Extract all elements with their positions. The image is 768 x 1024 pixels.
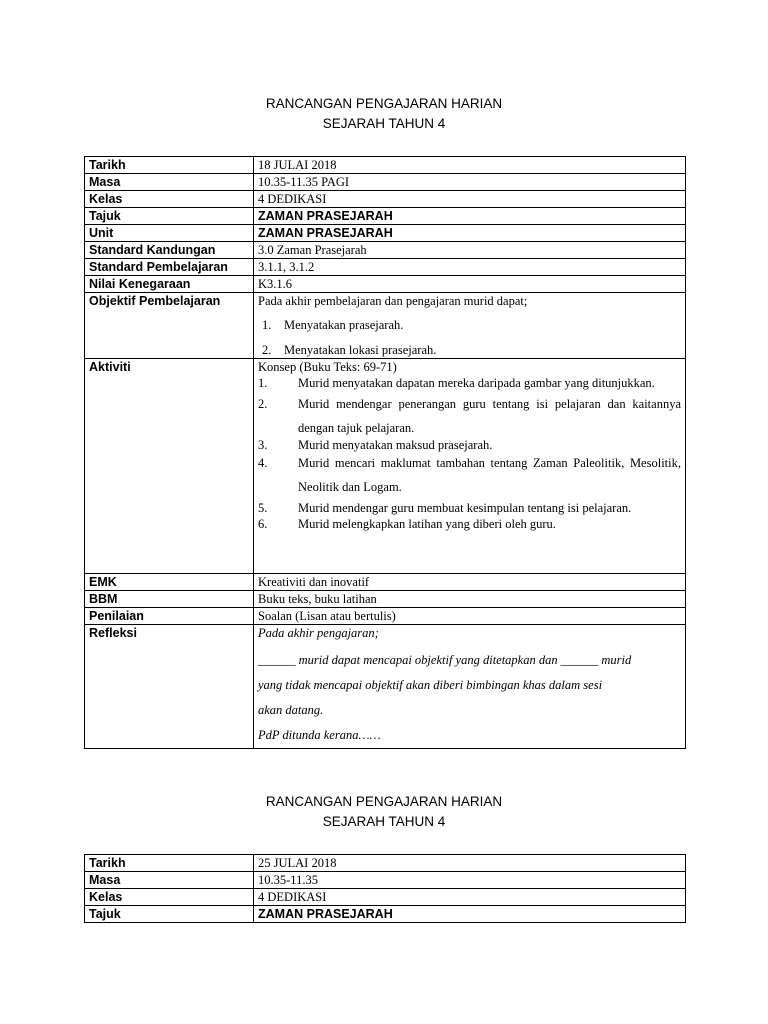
- label-emk: EMK: [85, 574, 254, 591]
- list-item: [258, 342, 681, 358]
- list-item-number: 2.: [258, 397, 268, 412]
- label-kelas: Kelas: [85, 889, 254, 906]
- row-tajuk: [85, 208, 686, 225]
- label-nilai-kenegaraan: Nilai Kenegaraan: [85, 276, 254, 293]
- row-unit: [85, 225, 686, 242]
- plan-title-line2: SEJARAH TAHUN 4: [322, 814, 446, 829]
- row-kelas: [85, 889, 686, 906]
- value-masa: 10.35-11.35: [254, 872, 686, 889]
- label-bbm: BBM: [85, 591, 254, 608]
- list-item-number: 4.: [258, 456, 268, 471]
- value-tajuk: ZAMAN PRASEJARAH: [254, 208, 686, 225]
- row-tarikh: [85, 157, 686, 174]
- row-tarikh: [85, 855, 686, 872]
- row-objektif: [85, 293, 686, 359]
- list-item-text: Murid menyatakan dapatan mereka daripada gambar yang ditunjukkan.: [298, 376, 655, 391]
- value-bbm: Buku teks, buku latihan: [254, 591, 686, 608]
- list-item-text: Murid mencari maklumat tambahan tentang Zaman Paleolitik, Mesolitik, Neolitik dan Logam.: [298, 456, 681, 495]
- plan-title-line2: SEJARAH TAHUN 4: [322, 116, 446, 131]
- refleksi-line: Pada akhir pengajaran;: [258, 626, 379, 640]
- refleksi-line: PdP ditunda kerana……: [258, 728, 381, 742]
- list-item-text: Murid mendengar penerangan guru tentang isi pelajaran dan kaitannya dengan tajuk pelajaran.: [298, 397, 681, 436]
- value-standard-kandungan: 3.0 Zaman Prasejarah: [254, 242, 686, 259]
- row-tajuk: [85, 906, 686, 923]
- list-item: [258, 516, 681, 533]
- row-standard-kandungan: [85, 242, 686, 259]
- value-tajuk: ZAMAN PRASEJARAH: [254, 906, 686, 923]
- list-item: [258, 392, 681, 440]
- row-emk: [85, 574, 686, 591]
- label-penilaian: Penilaian: [85, 608, 254, 625]
- list-item-number: 3.: [258, 438, 268, 453]
- refleksi-line: ______ murid dapat mencapai objektif yang ditetapkan dan ______ murid: [258, 653, 632, 667]
- list-item-number: 1.: [258, 376, 268, 391]
- label-masa: Masa: [85, 174, 254, 191]
- refleksi-line: yang tidak mencapai objektif akan diberi bimbingan khas dalam sesi: [258, 678, 603, 692]
- value-masa: 10.35-11.35 PAGI: [254, 174, 686, 191]
- value-standard-pembelajaran: 3.1.1, 3.1.2: [254, 259, 686, 276]
- row-kelas: [85, 191, 686, 208]
- list-item-text: Menyatakan prasejarah.: [284, 318, 404, 332]
- value-penilaian: Soalan (Lisan atau bertulis): [254, 608, 686, 625]
- objektif-list: [258, 317, 681, 358]
- label-aktiviti: Aktiviti: [85, 359, 254, 574]
- label-unit: Unit: [85, 225, 254, 242]
- list-item-text: Murid menyatakan maksud prasejarah.: [298, 438, 493, 453]
- plan-1-table: [84, 156, 686, 749]
- value-nilai-kenegaraan: K3.1.6: [254, 276, 686, 293]
- refleksi-line: akan datang.: [258, 703, 324, 717]
- label-objektif: Objektif Pembelajaran: [85, 293, 254, 359]
- row-standard-pembelajaran: [85, 259, 686, 276]
- label-tarikh: Tarikh: [85, 855, 254, 872]
- plan-title-line1: RANCANGAN PENGAJARAN HARIAN: [265, 96, 503, 111]
- list-item-text: Murid mendengar guru membuat kesimpulan tentang isi pelajaran.: [298, 501, 632, 516]
- plan-2-title: [0, 792, 768, 832]
- value-refleksi: [254, 625, 686, 749]
- list-item: [258, 317, 681, 333]
- label-tajuk: Tajuk: [85, 208, 254, 225]
- row-refleksi: [85, 625, 686, 749]
- row-masa: [85, 174, 686, 191]
- label-masa: Masa: [85, 872, 254, 889]
- aktiviti-list: [258, 371, 681, 533]
- row-penilaian: [85, 608, 686, 625]
- value-aktiviti: [254, 359, 686, 574]
- list-item: [258, 451, 681, 499]
- label-standard-kandungan: Standard Kandungan: [85, 242, 254, 259]
- aktiviti-intro: Konsep (Buku Teks: 69-71): [258, 360, 397, 374]
- row-nilai-kenegaraan: [85, 276, 686, 293]
- value-emk: Kreativiti dan inovatif: [254, 574, 686, 591]
- label-tarikh: Tarikh: [85, 157, 254, 174]
- label-standard-pembelajaran: Standard Pembelajaran: [85, 259, 254, 276]
- value-unit: ZAMAN PRASEJARAH: [254, 225, 686, 242]
- list-item-number: 1.: [262, 318, 272, 332]
- objektif-intro: Pada akhir pembelajaran dan pengajaran murid dapat;: [258, 294, 528, 308]
- list-item-number: 6.: [258, 517, 268, 532]
- plan-1-title: [0, 94, 768, 134]
- row-aktiviti: [85, 359, 686, 574]
- plan-title-line1: RANCANGAN PENGAJARAN HARIAN: [265, 794, 503, 809]
- list-item-text: Murid melengkapkan latihan yang diberi oleh guru.: [298, 517, 556, 532]
- value-tarikh: 25 JULAI 2018: [254, 855, 686, 872]
- list-item-number: 5.: [258, 501, 268, 516]
- list-item-number: 2.: [262, 343, 272, 357]
- row-masa: [85, 872, 686, 889]
- row-bbm: [85, 591, 686, 608]
- label-kelas: Kelas: [85, 191, 254, 208]
- label-tajuk: Tajuk: [85, 906, 254, 923]
- label-refleksi: Refleksi: [85, 625, 254, 749]
- value-tarikh: 18 JULAI 2018: [254, 157, 686, 174]
- value-objektif: [254, 293, 686, 359]
- value-kelas: 4 DEDIKASI: [254, 191, 686, 208]
- list-item-text: Menyatakan lokasi prasejarah.: [284, 343, 437, 357]
- value-kelas: 4 DEDIKASI: [254, 889, 686, 906]
- plan-2-table: [84, 854, 686, 923]
